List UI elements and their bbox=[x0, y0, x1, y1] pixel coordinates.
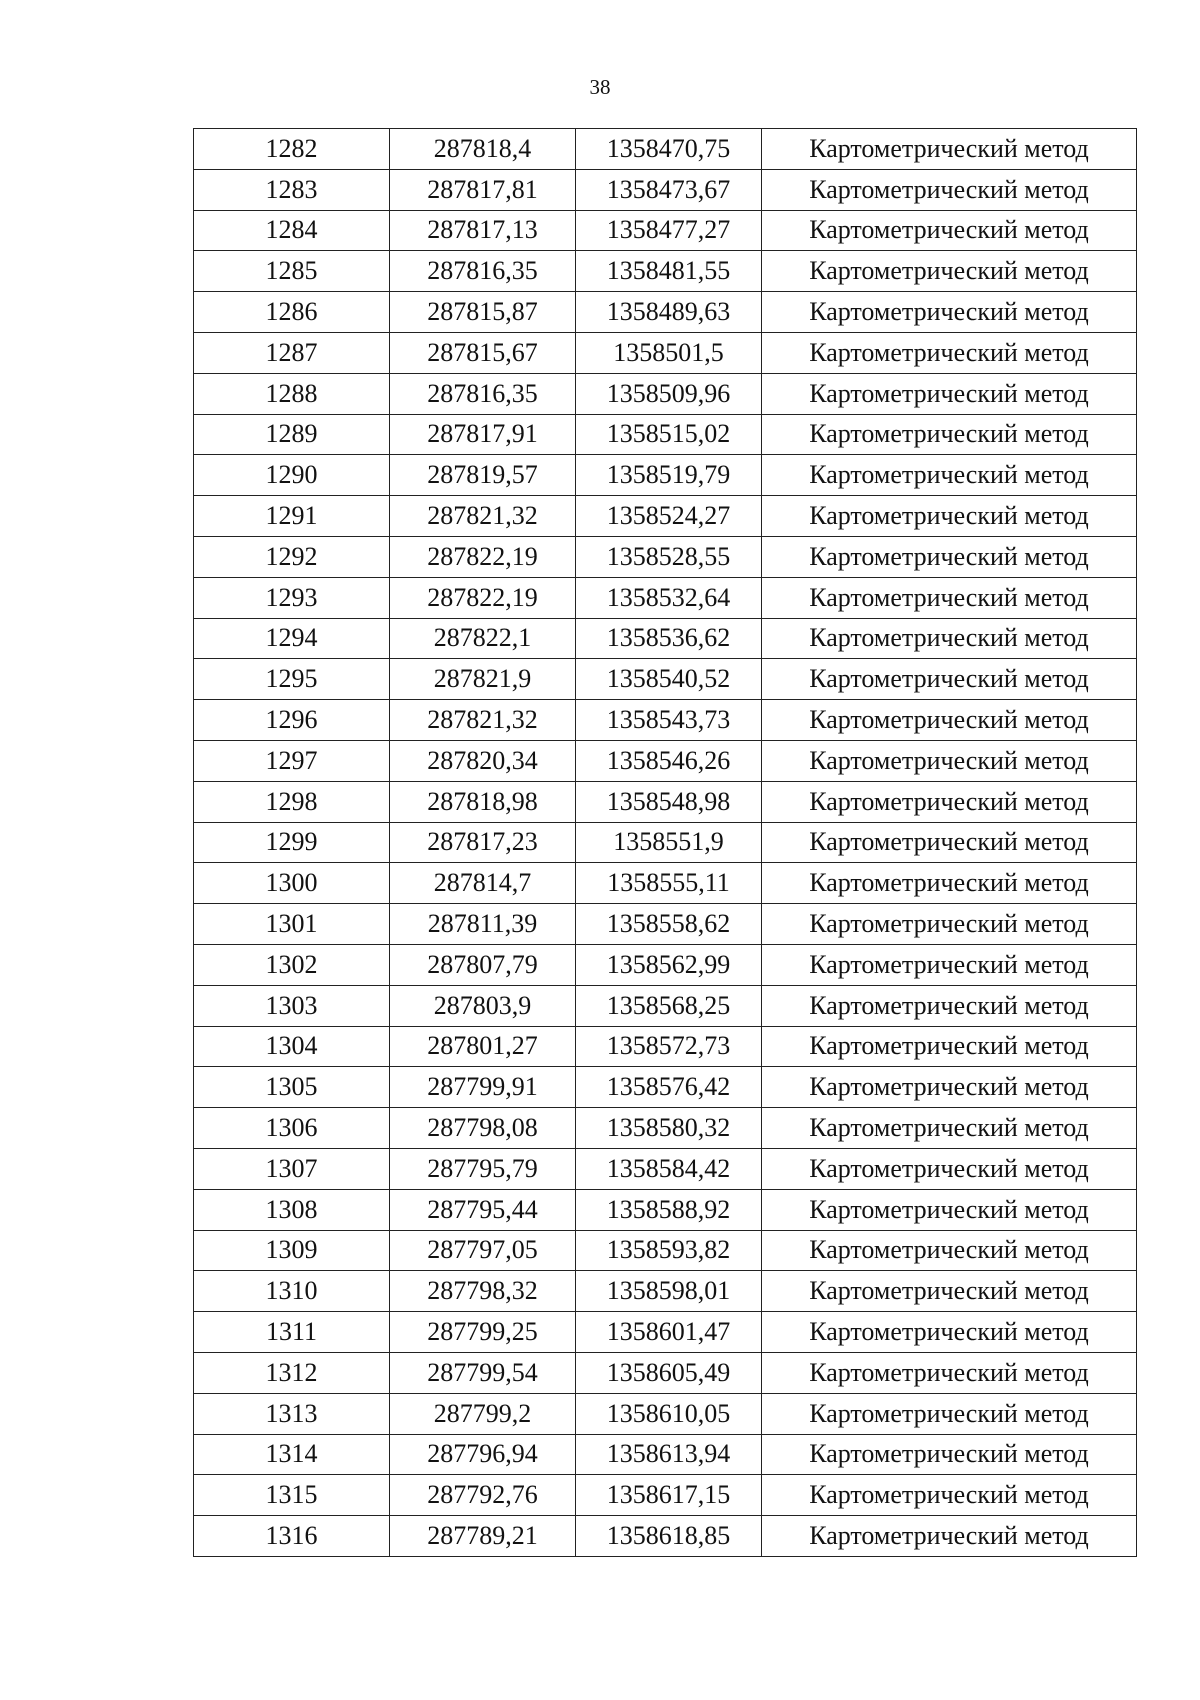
method-cell: Картометрический метод bbox=[762, 1434, 1137, 1475]
point-number-cell: 1307 bbox=[194, 1148, 390, 1189]
point-number-cell: 1286 bbox=[194, 292, 390, 333]
point-number-cell: 1299 bbox=[194, 822, 390, 863]
x-coordinate-cell: 287797,05 bbox=[390, 1230, 576, 1271]
y-coordinate-cell: 1358593,82 bbox=[576, 1230, 762, 1271]
point-number-cell: 1293 bbox=[194, 577, 390, 618]
method-cell: Картометрический метод bbox=[762, 659, 1137, 700]
x-coordinate-cell: 287799,54 bbox=[390, 1352, 576, 1393]
point-number-cell: 1300 bbox=[194, 863, 390, 904]
method-cell: Картометрический метод bbox=[762, 1271, 1137, 1312]
table-row bbox=[194, 1352, 1137, 1393]
method-cell: Картометрический метод bbox=[762, 332, 1137, 373]
x-coordinate-cell: 287807,79 bbox=[390, 944, 576, 985]
method-cell: Картометрический метод bbox=[762, 577, 1137, 618]
y-coordinate-cell: 1358558,62 bbox=[576, 904, 762, 945]
table-row bbox=[194, 577, 1137, 618]
table-row bbox=[194, 740, 1137, 781]
y-coordinate-cell: 1358605,49 bbox=[576, 1352, 762, 1393]
table-row bbox=[194, 700, 1137, 741]
method-cell: Картометрический метод bbox=[762, 455, 1137, 496]
table-row bbox=[194, 618, 1137, 659]
y-coordinate-cell: 1358601,47 bbox=[576, 1312, 762, 1353]
x-coordinate-cell: 287816,35 bbox=[390, 373, 576, 414]
y-coordinate-cell: 1358580,32 bbox=[576, 1108, 762, 1149]
method-cell: Картометрический метод bbox=[762, 740, 1137, 781]
method-cell: Картометрический метод bbox=[762, 251, 1137, 292]
table-row bbox=[194, 822, 1137, 863]
method-cell: Картометрический метод bbox=[762, 700, 1137, 741]
x-coordinate-cell: 287817,23 bbox=[390, 822, 576, 863]
x-coordinate-cell: 287820,34 bbox=[390, 740, 576, 781]
y-coordinate-cell: 1358532,64 bbox=[576, 577, 762, 618]
y-coordinate-cell: 1358562,99 bbox=[576, 944, 762, 985]
table-row bbox=[194, 1516, 1137, 1557]
point-number-cell: 1316 bbox=[194, 1516, 390, 1557]
x-coordinate-cell: 287819,57 bbox=[390, 455, 576, 496]
x-coordinate-cell: 287817,91 bbox=[390, 414, 576, 455]
x-coordinate-cell: 287822,19 bbox=[390, 536, 576, 577]
x-coordinate-cell: 287799,91 bbox=[390, 1067, 576, 1108]
page-number: 38 bbox=[589, 75, 611, 99]
method-cell: Картометрический метод bbox=[762, 129, 1137, 170]
y-coordinate-cell: 1358568,25 bbox=[576, 985, 762, 1026]
x-coordinate-cell: 287817,81 bbox=[390, 169, 576, 210]
x-coordinate-cell: 287815,87 bbox=[390, 292, 576, 333]
table-row bbox=[194, 414, 1137, 455]
y-coordinate-cell: 1358543,73 bbox=[576, 700, 762, 741]
method-cell: Картометрический метод bbox=[762, 863, 1137, 904]
point-number-cell: 1313 bbox=[194, 1393, 390, 1434]
point-number-cell: 1304 bbox=[194, 1026, 390, 1067]
coordinates-table-body bbox=[194, 129, 1137, 1557]
x-coordinate-cell: 287814,7 bbox=[390, 863, 576, 904]
table-row bbox=[194, 373, 1137, 414]
y-coordinate-cell: 1358618,85 bbox=[576, 1516, 762, 1557]
y-coordinate-cell: 1358524,27 bbox=[576, 496, 762, 537]
point-number-cell: 1295 bbox=[194, 659, 390, 700]
method-cell: Картометрический метод bbox=[762, 536, 1137, 577]
point-number-cell: 1303 bbox=[194, 985, 390, 1026]
table-row bbox=[194, 292, 1137, 333]
y-coordinate-cell: 1358617,15 bbox=[576, 1475, 762, 1516]
method-cell: Картометрический метод bbox=[762, 985, 1137, 1026]
point-number-cell: 1292 bbox=[194, 536, 390, 577]
table-row bbox=[194, 1108, 1137, 1149]
y-coordinate-cell: 1358515,02 bbox=[576, 414, 762, 455]
point-number-cell: 1301 bbox=[194, 904, 390, 945]
x-coordinate-cell: 287818,98 bbox=[390, 781, 576, 822]
x-coordinate-cell: 287822,1 bbox=[390, 618, 576, 659]
method-cell: Картометрический метод bbox=[762, 1393, 1137, 1434]
table-row bbox=[194, 169, 1137, 210]
y-coordinate-cell: 1358555,11 bbox=[576, 863, 762, 904]
point-number-cell: 1297 bbox=[194, 740, 390, 781]
table-row bbox=[194, 904, 1137, 945]
table-row bbox=[194, 496, 1137, 537]
table-row bbox=[194, 251, 1137, 292]
y-coordinate-cell: 1358528,55 bbox=[576, 536, 762, 577]
x-coordinate-cell: 287816,35 bbox=[390, 251, 576, 292]
method-cell: Картометрический метод bbox=[762, 1352, 1137, 1393]
x-coordinate-cell: 287818,4 bbox=[390, 129, 576, 170]
method-cell: Картометрический метод bbox=[762, 822, 1137, 863]
table-row bbox=[194, 863, 1137, 904]
y-coordinate-cell: 1358481,55 bbox=[576, 251, 762, 292]
x-coordinate-cell: 287795,44 bbox=[390, 1189, 576, 1230]
x-coordinate-cell: 287801,27 bbox=[390, 1026, 576, 1067]
method-cell: Картометрический метод bbox=[762, 169, 1137, 210]
table-row bbox=[194, 1148, 1137, 1189]
y-coordinate-cell: 1358610,05 bbox=[576, 1393, 762, 1434]
y-coordinate-cell: 1358584,42 bbox=[576, 1148, 762, 1189]
table-row bbox=[194, 944, 1137, 985]
point-number-cell: 1298 bbox=[194, 781, 390, 822]
point-number-cell: 1305 bbox=[194, 1067, 390, 1108]
y-coordinate-cell: 1358509,96 bbox=[576, 373, 762, 414]
point-number-cell: 1289 bbox=[194, 414, 390, 455]
method-cell: Картометрический метод bbox=[762, 414, 1137, 455]
method-cell: Картометрический метод bbox=[762, 1108, 1137, 1149]
table-row bbox=[194, 1434, 1137, 1475]
table-row bbox=[194, 1271, 1137, 1312]
y-coordinate-cell: 1358576,42 bbox=[576, 1067, 762, 1108]
point-number-cell: 1284 bbox=[194, 210, 390, 251]
method-cell: Картометрический метод bbox=[762, 1230, 1137, 1271]
x-coordinate-cell: 287792,76 bbox=[390, 1475, 576, 1516]
y-coordinate-cell: 1358598,01 bbox=[576, 1271, 762, 1312]
point-number-cell: 1306 bbox=[194, 1108, 390, 1149]
point-number-cell: 1290 bbox=[194, 455, 390, 496]
method-cell: Картометрический метод bbox=[762, 781, 1137, 822]
point-number-cell: 1294 bbox=[194, 618, 390, 659]
point-number-cell: 1282 bbox=[194, 129, 390, 170]
table-row bbox=[194, 1475, 1137, 1516]
y-coordinate-cell: 1358536,62 bbox=[576, 618, 762, 659]
table-row bbox=[194, 1189, 1137, 1230]
point-number-cell: 1315 bbox=[194, 1475, 390, 1516]
method-cell: Картометрический метод bbox=[762, 210, 1137, 251]
x-coordinate-cell: 287798,08 bbox=[390, 1108, 576, 1149]
point-number-cell: 1283 bbox=[194, 169, 390, 210]
table-row bbox=[194, 332, 1137, 373]
table-row bbox=[194, 129, 1137, 170]
coordinates-table bbox=[193, 128, 1137, 1557]
table-row bbox=[194, 1312, 1137, 1353]
table-row bbox=[194, 210, 1137, 251]
table-row bbox=[194, 1230, 1137, 1271]
x-coordinate-cell: 287796,94 bbox=[390, 1434, 576, 1475]
point-number-cell: 1288 bbox=[194, 373, 390, 414]
table-row bbox=[194, 1026, 1137, 1067]
point-number-cell: 1302 bbox=[194, 944, 390, 985]
y-coordinate-cell: 1358546,26 bbox=[576, 740, 762, 781]
table-row bbox=[194, 536, 1137, 577]
x-coordinate-cell: 287798,32 bbox=[390, 1271, 576, 1312]
method-cell: Картометрический метод bbox=[762, 618, 1137, 659]
x-coordinate-cell: 287795,79 bbox=[390, 1148, 576, 1189]
y-coordinate-cell: 1358588,92 bbox=[576, 1189, 762, 1230]
x-coordinate-cell: 287822,19 bbox=[390, 577, 576, 618]
y-coordinate-cell: 1358540,52 bbox=[576, 659, 762, 700]
y-coordinate-cell: 1358551,9 bbox=[576, 822, 762, 863]
method-cell: Картометрический метод bbox=[762, 1026, 1137, 1067]
point-number-cell: 1308 bbox=[194, 1189, 390, 1230]
table-row bbox=[194, 659, 1137, 700]
table-row bbox=[194, 455, 1137, 496]
method-cell: Картометрический метод bbox=[762, 496, 1137, 537]
method-cell: Картометрический метод bbox=[762, 1516, 1137, 1557]
x-coordinate-cell: 287799,25 bbox=[390, 1312, 576, 1353]
x-coordinate-cell: 287789,21 bbox=[390, 1516, 576, 1557]
x-coordinate-cell: 287821,32 bbox=[390, 700, 576, 741]
table-row bbox=[194, 1393, 1137, 1434]
method-cell: Картометрический метод bbox=[762, 1148, 1137, 1189]
x-coordinate-cell: 287821,32 bbox=[390, 496, 576, 537]
y-coordinate-cell: 1358470,75 bbox=[576, 129, 762, 170]
y-coordinate-cell: 1358477,27 bbox=[576, 210, 762, 251]
x-coordinate-cell: 287817,13 bbox=[390, 210, 576, 251]
y-coordinate-cell: 1358572,73 bbox=[576, 1026, 762, 1067]
point-number-cell: 1291 bbox=[194, 496, 390, 537]
x-coordinate-cell: 287799,2 bbox=[390, 1393, 576, 1434]
point-number-cell: 1314 bbox=[194, 1434, 390, 1475]
method-cell: Картометрический метод bbox=[762, 292, 1137, 333]
point-number-cell: 1287 bbox=[194, 332, 390, 373]
point-number-cell: 1296 bbox=[194, 700, 390, 741]
y-coordinate-cell: 1358501,5 bbox=[576, 332, 762, 373]
y-coordinate-cell: 1358613,94 bbox=[576, 1434, 762, 1475]
method-cell: Картометрический метод bbox=[762, 904, 1137, 945]
y-coordinate-cell: 1358489,63 bbox=[576, 292, 762, 333]
method-cell: Картометрический метод bbox=[762, 373, 1137, 414]
method-cell: Картометрический метод bbox=[762, 1475, 1137, 1516]
x-coordinate-cell: 287803,9 bbox=[390, 985, 576, 1026]
table-row bbox=[194, 781, 1137, 822]
method-cell: Картометрический метод bbox=[762, 1312, 1137, 1353]
point-number-cell: 1311 bbox=[194, 1312, 390, 1353]
x-coordinate-cell: 287815,67 bbox=[390, 332, 576, 373]
method-cell: Картометрический метод bbox=[762, 944, 1137, 985]
table-row bbox=[194, 985, 1137, 1026]
point-number-cell: 1309 bbox=[194, 1230, 390, 1271]
x-coordinate-cell: 287821,9 bbox=[390, 659, 576, 700]
point-number-cell: 1312 bbox=[194, 1352, 390, 1393]
y-coordinate-cell: 1358519,79 bbox=[576, 455, 762, 496]
method-cell: Картометрический метод bbox=[762, 1067, 1137, 1108]
point-number-cell: 1285 bbox=[194, 251, 390, 292]
y-coordinate-cell: 1358473,67 bbox=[576, 169, 762, 210]
method-cell: Картометрический метод bbox=[762, 1189, 1137, 1230]
x-coordinate-cell: 287811,39 bbox=[390, 904, 576, 945]
table-row bbox=[194, 1067, 1137, 1108]
point-number-cell: 1310 bbox=[194, 1271, 390, 1312]
y-coordinate-cell: 1358548,98 bbox=[576, 781, 762, 822]
